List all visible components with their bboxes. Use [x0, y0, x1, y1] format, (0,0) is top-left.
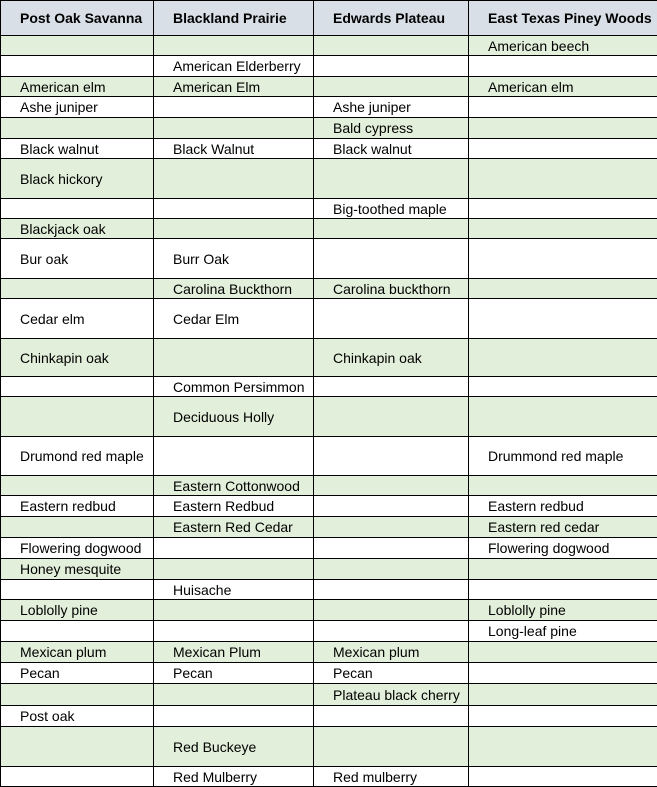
table-cell: Loblolly pine	[1, 600, 154, 621]
table-cell: Carolina buckthorn	[314, 279, 469, 299]
table-row	[1, 199, 657, 219]
table-cell	[469, 397, 657, 437]
table-cell: Ashe juniper	[314, 97, 469, 118]
table-row	[1, 118, 657, 139]
table-cell: Eastern Redbud	[154, 496, 314, 517]
table-cell: Long-leaf pine	[469, 621, 657, 642]
table-row	[1, 517, 657, 538]
table-cell	[469, 684, 657, 706]
table-row	[1, 663, 657, 684]
table-cell: American elm	[1, 77, 154, 97]
table-cell: Mexican Plum	[154, 642, 314, 663]
table-cell	[154, 97, 314, 118]
table-cell	[1, 199, 154, 219]
table-cell: Mexican plum	[1, 642, 154, 663]
table-cell	[469, 299, 657, 339]
table-cell	[314, 437, 469, 476]
table-cell	[1, 476, 154, 496]
table-cell: Burr Oak	[154, 239, 314, 279]
table-row	[1, 279, 657, 299]
table-cell	[469, 339, 657, 377]
column-header: Blackland Prairie	[154, 1, 314, 36]
table-row	[1, 538, 657, 559]
table-cell	[314, 517, 469, 538]
table-cell	[154, 437, 314, 476]
table-cell	[314, 538, 469, 559]
table-cell	[469, 580, 657, 600]
table-row	[1, 239, 657, 279]
table-cell	[1, 36, 154, 56]
table-cell	[314, 476, 469, 496]
table-row	[1, 77, 657, 97]
table-cell	[1, 279, 154, 299]
table-cell: Red Buckeye	[154, 727, 314, 767]
table-cell	[1, 377, 154, 397]
table-cell	[314, 36, 469, 56]
table-row	[1, 397, 657, 437]
table-cell	[469, 706, 657, 727]
table-row	[1, 377, 657, 397]
table-cell	[154, 199, 314, 219]
table-row	[1, 97, 657, 118]
table-cell	[314, 600, 469, 621]
table-cell: Post oak	[1, 706, 154, 727]
table-cell: Eastern Cottonwood	[154, 476, 314, 496]
table-cell	[314, 77, 469, 97]
table-cell	[154, 159, 314, 199]
table-cell	[469, 97, 657, 118]
table-cell	[314, 727, 469, 767]
table-row	[1, 706, 657, 727]
table-cell	[314, 299, 469, 339]
table-cell: Eastern redbud	[1, 496, 154, 517]
table-cell	[469, 377, 657, 397]
table-cell	[469, 139, 657, 159]
table-row	[1, 36, 657, 56]
table-row	[1, 437, 657, 476]
table-cell: Chinkapin oak	[1, 339, 154, 377]
column-header: Post Oak Savanna	[1, 1, 154, 36]
table-cell	[469, 642, 657, 663]
table-row	[1, 559, 657, 580]
table-cell: Carolina Buckthorn	[154, 279, 314, 299]
table-cell: American Elm	[154, 77, 314, 97]
table-cell: American elm	[469, 77, 657, 97]
table-cell	[314, 621, 469, 642]
table-cell	[314, 706, 469, 727]
table-cell	[1, 580, 154, 600]
table-cell	[314, 559, 469, 580]
table-cell: Deciduous Holly	[154, 397, 314, 437]
table-cell	[314, 56, 469, 77]
table-cell	[469, 559, 657, 580]
table-cell: Black walnut	[314, 139, 469, 159]
table-row	[1, 139, 657, 159]
table-cell: Red mulberry	[314, 767, 469, 787]
table-cell	[314, 397, 469, 437]
header-row	[1, 1, 657, 36]
table-cell: American Elderberry	[154, 56, 314, 77]
table-cell	[154, 684, 314, 706]
table-cell	[314, 239, 469, 279]
table-row	[1, 476, 657, 496]
table-cell: Common Persimmon	[154, 377, 314, 397]
table-cell: Cedar Elm	[154, 299, 314, 339]
table-row	[1, 580, 657, 600]
table-cell	[1, 517, 154, 538]
table-row	[1, 299, 657, 339]
table-cell	[469, 118, 657, 139]
table-cell: Eastern red cedar	[469, 517, 657, 538]
table-cell: Chinkapin oak	[314, 339, 469, 377]
table-cell: Black Walnut	[154, 139, 314, 159]
table-cell	[154, 559, 314, 580]
table-cell: Big-toothed maple	[314, 199, 469, 219]
table-cell	[1, 56, 154, 77]
table-cell: Flowering dogwood	[469, 538, 657, 559]
table-row	[1, 684, 657, 706]
table-cell	[1, 621, 154, 642]
table-row	[1, 159, 657, 199]
table-cell: Bald cypress	[314, 118, 469, 139]
table-cell	[1, 118, 154, 139]
table-cell	[469, 56, 657, 77]
column-header: Edwards Plateau	[314, 1, 469, 36]
table-cell: Plateau black cherry	[314, 684, 469, 706]
table-cell	[154, 219, 314, 239]
table-cell	[314, 377, 469, 397]
table-row	[1, 642, 657, 663]
table-cell	[314, 496, 469, 517]
table-cell	[154, 621, 314, 642]
table-row	[1, 496, 657, 517]
table-cell	[314, 159, 469, 199]
table-cell: Honey mesquite	[1, 559, 154, 580]
table-cell: Ashe juniper	[1, 97, 154, 118]
table-cell: Pecan	[1, 663, 154, 684]
table-cell: Eastern redbud	[469, 496, 657, 517]
table-cell: Drummond red maple	[469, 437, 657, 476]
table-cell	[154, 339, 314, 377]
table-cell: American beech	[469, 36, 657, 56]
table-cell	[1, 684, 154, 706]
table-row	[1, 56, 657, 77]
table-cell: Loblolly pine	[469, 600, 657, 621]
table-cell	[469, 159, 657, 199]
table-cell: Red Mulberry	[154, 767, 314, 787]
table-cell	[154, 36, 314, 56]
table-row	[1, 600, 657, 621]
table-cell	[469, 663, 657, 684]
table-cell: Drumond red maple	[1, 437, 154, 476]
table-row	[1, 727, 657, 767]
table-cell: Bur oak	[1, 239, 154, 279]
table-cell	[469, 727, 657, 767]
table-cell	[154, 600, 314, 621]
table-row	[1, 339, 657, 377]
table-cell	[314, 219, 469, 239]
table-cell	[154, 118, 314, 139]
table-row	[1, 219, 657, 239]
table-cell	[154, 706, 314, 727]
table-cell: Flowering dogwood	[1, 538, 154, 559]
table-cell	[469, 199, 657, 219]
table-cell	[1, 727, 154, 767]
table-cell: Black walnut	[1, 139, 154, 159]
table-cell	[154, 538, 314, 559]
table-cell: Black hickory	[1, 159, 154, 199]
table-cell	[314, 580, 469, 600]
table-cell: Huisache	[154, 580, 314, 600]
table-cell: Cedar elm	[1, 299, 154, 339]
table-cell	[469, 476, 657, 496]
table-cell: Blackjack oak	[1, 219, 154, 239]
table-cell	[469, 239, 657, 279]
table-cell: Pecan	[314, 663, 469, 684]
table-cell: Pecan	[154, 663, 314, 684]
table-cell: Eastern Red Cedar	[154, 517, 314, 538]
table-cell	[469, 219, 657, 239]
table-cell	[1, 397, 154, 437]
table-cell: Mexican plum	[314, 642, 469, 663]
table-cell	[469, 279, 657, 299]
column-header: East Texas Piney Woods	[469, 1, 657, 36]
table-row	[1, 621, 657, 642]
